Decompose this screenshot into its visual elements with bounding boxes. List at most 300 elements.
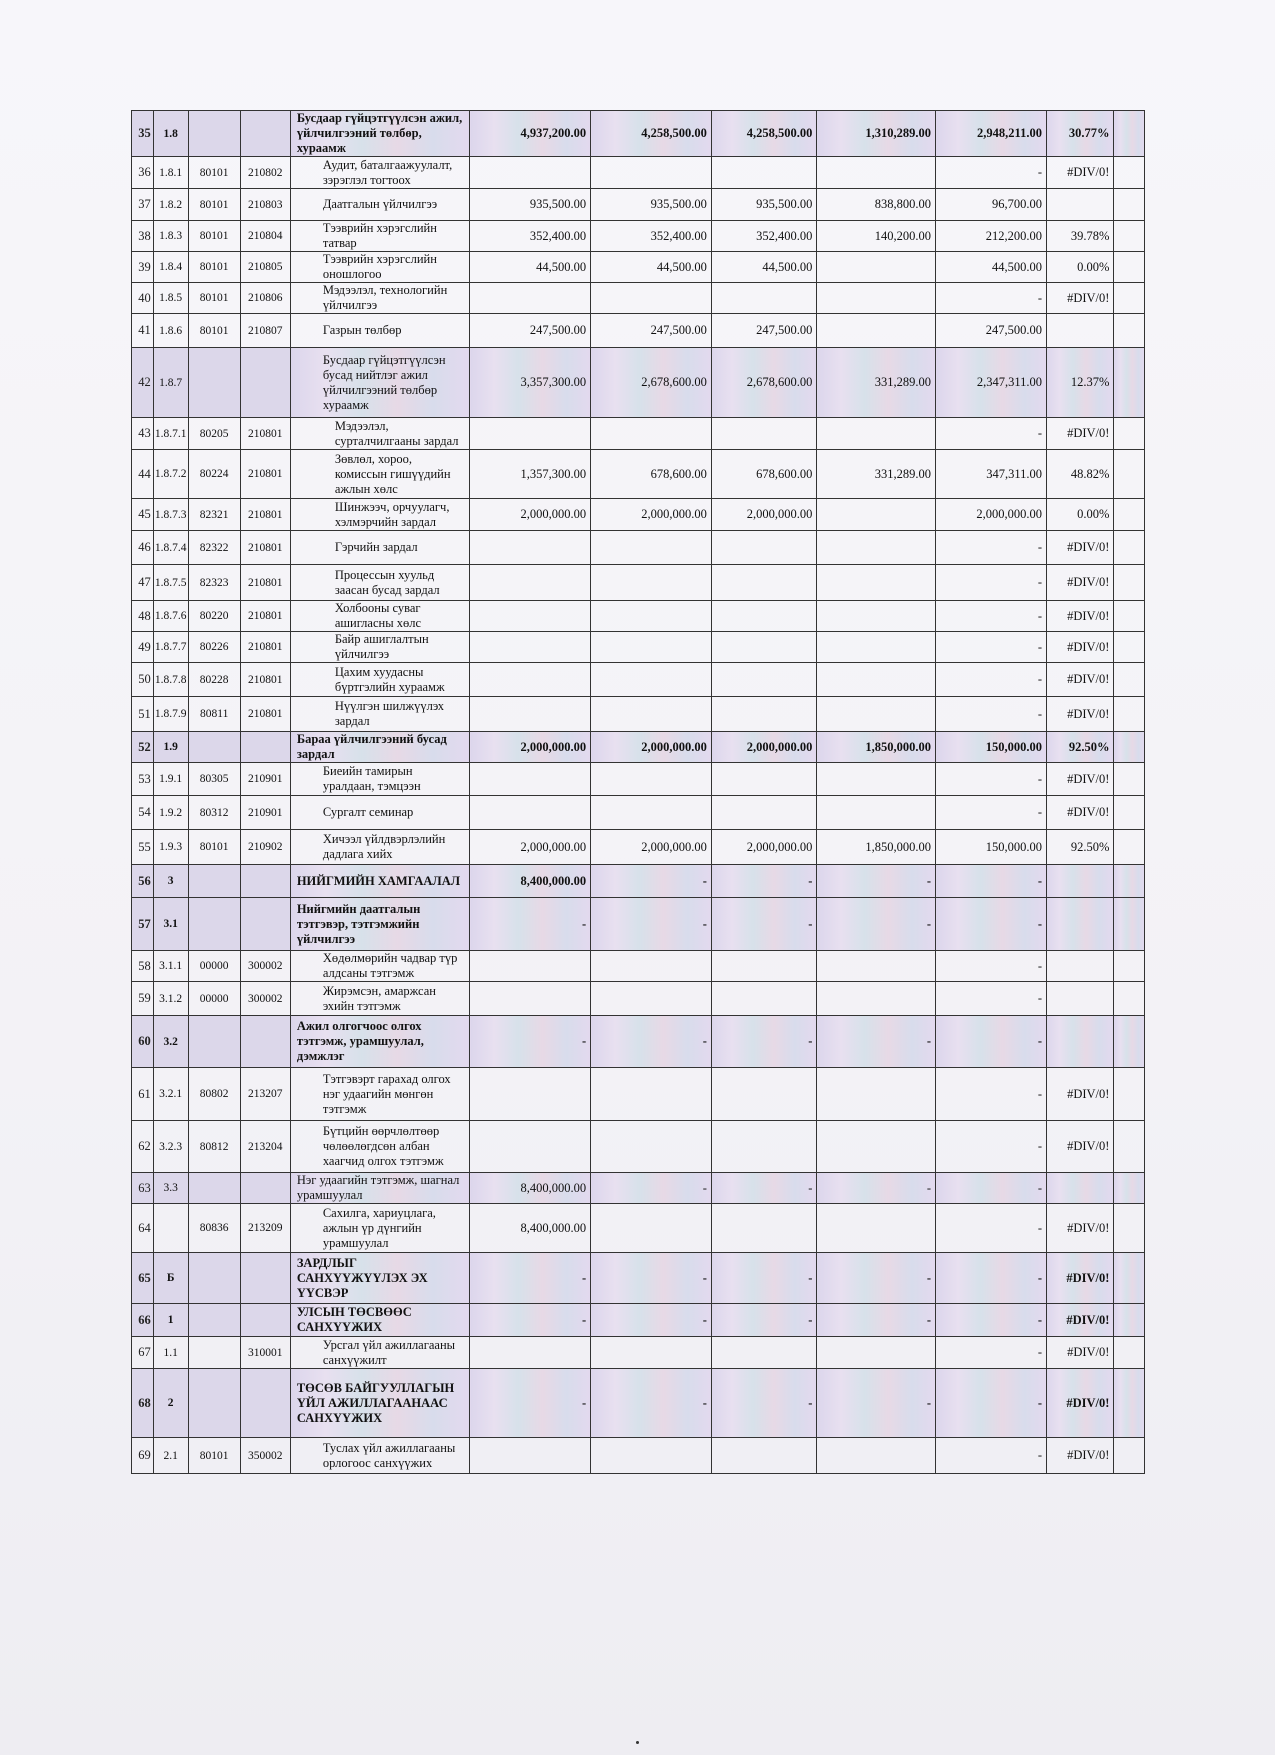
blank-cell [1114, 865, 1145, 898]
actual-performance: 331,289.00 [817, 450, 936, 499]
row-number: 50 [132, 663, 154, 697]
row-code: 3.1 [153, 898, 188, 951]
actual-performance [817, 1438, 936, 1474]
table-row [132, 632, 1145, 663]
execution-percent [1046, 314, 1113, 348]
blank-cell [1114, 1068, 1145, 1121]
blank-cell [1114, 951, 1145, 982]
difference: 347,311.00 [936, 450, 1047, 499]
economic-code [188, 111, 240, 157]
item-name: Газрын төлбөр [290, 314, 470, 348]
table-row [132, 1068, 1145, 1121]
period-plan [711, 565, 817, 601]
period-plan: - [711, 1253, 817, 1304]
budget-table-wrapper [131, 110, 1145, 1474]
approved-budget: 3,357,300.00 [470, 348, 591, 418]
approved-budget: 935,500.00 [470, 189, 591, 221]
item-name: Урсгал үйл ажиллагааны санхүүжилт [290, 1337, 470, 1369]
table-row [132, 221, 1145, 252]
row-code: 1.8.7.4 [153, 531, 188, 565]
execution-percent [1046, 1016, 1113, 1068]
approved-budget: - [470, 1253, 591, 1304]
row-code: 1 [153, 1304, 188, 1337]
economic-code: 80101 [188, 1438, 240, 1474]
actual-performance [817, 1068, 936, 1121]
adjusted-budget: - [591, 898, 712, 951]
difference: - [936, 418, 1047, 450]
table-row [132, 898, 1145, 951]
actual-performance: 140,200.00 [817, 221, 936, 252]
execution-percent: #DIV/0! [1046, 763, 1113, 796]
item-name: Зөвлөл, хороо, комиссын гишүүдийн ажлын хөлс [290, 450, 470, 499]
table-row [132, 601, 1145, 632]
account-code: 213207 [240, 1068, 290, 1121]
row-number: 39 [132, 252, 154, 283]
item-name: Аудит, баталгаажуулалт, зэрэглэл тогтоох [290, 157, 470, 189]
economic-code: 80312 [188, 796, 240, 830]
economic-code [188, 1369, 240, 1438]
actual-performance: 838,800.00 [817, 189, 936, 221]
account-code: 350002 [240, 1438, 290, 1474]
account-code [240, 865, 290, 898]
table-row [132, 314, 1145, 348]
account-code: 210805 [240, 252, 290, 283]
item-name: Хичээл үйлдвэрлэлийн дадлага хийх [290, 830, 470, 865]
approved-budget [470, 697, 591, 732]
difference: - [936, 1068, 1047, 1121]
actual-performance [817, 565, 936, 601]
actual-performance: - [817, 898, 936, 951]
row-number: 37 [132, 189, 154, 221]
row-number: 54 [132, 796, 154, 830]
difference: - [936, 157, 1047, 189]
adjusted-budget [591, 283, 712, 314]
row-code: 2 [153, 1369, 188, 1438]
row-number: 67 [132, 1337, 154, 1369]
period-plan [711, 697, 817, 732]
period-plan [711, 601, 817, 632]
table-row [132, 1204, 1145, 1253]
row-code: 1.8.7.2 [153, 450, 188, 499]
adjusted-budget [591, 418, 712, 450]
economic-code [188, 1173, 240, 1204]
adjusted-budget [591, 763, 712, 796]
approved-budget [470, 601, 591, 632]
blank-cell [1114, 732, 1145, 763]
execution-percent: 39.78% [1046, 221, 1113, 252]
period-plan [711, 951, 817, 982]
execution-percent: 92.50% [1046, 732, 1113, 763]
period-plan: 678,600.00 [711, 450, 817, 499]
execution-percent: #DIV/0! [1046, 418, 1113, 450]
adjusted-budget [591, 796, 712, 830]
item-name: Нийгмийн даатгалын тэтгэвэр, тэтгэмжийн үйлчилгээ [290, 898, 470, 951]
actual-performance [817, 252, 936, 283]
execution-percent: 92.50% [1046, 830, 1113, 865]
execution-percent: #DIV/0! [1046, 601, 1113, 632]
difference: 212,200.00 [936, 221, 1047, 252]
approved-budget: 8,400,000.00 [470, 865, 591, 898]
adjusted-budget [591, 697, 712, 732]
blank-cell [1114, 632, 1145, 663]
account-code: 210803 [240, 189, 290, 221]
execution-percent: #DIV/0! [1046, 1304, 1113, 1337]
approved-budget: - [470, 898, 591, 951]
row-number: 55 [132, 830, 154, 865]
period-plan [711, 418, 817, 450]
economic-code [188, 732, 240, 763]
blank-cell [1114, 1369, 1145, 1438]
economic-code: 82321 [188, 499, 240, 531]
item-name: Биеийн тамирын уралдаан, тэмцээн [290, 763, 470, 796]
adjusted-budget [591, 663, 712, 697]
execution-percent: #DIV/0! [1046, 1337, 1113, 1369]
approved-budget [470, 796, 591, 830]
row-number: 42 [132, 348, 154, 418]
period-plan: - [711, 1304, 817, 1337]
row-code: Б [153, 1253, 188, 1304]
approved-budget: - [470, 1369, 591, 1438]
row-code: 3.1.1 [153, 951, 188, 982]
economic-code: 82323 [188, 565, 240, 601]
blank-cell [1114, 531, 1145, 565]
economic-code [188, 898, 240, 951]
economic-code [188, 1304, 240, 1337]
account-code: 210807 [240, 314, 290, 348]
blank-cell [1114, 1173, 1145, 1204]
execution-percent: #DIV/0! [1046, 531, 1113, 565]
blank-cell [1114, 1016, 1145, 1068]
period-plan [711, 531, 817, 565]
actual-performance [817, 1121, 936, 1173]
blank-cell [1114, 1438, 1145, 1474]
row-number: 58 [132, 951, 154, 982]
row-code: 2.1 [153, 1438, 188, 1474]
adjusted-budget: - [591, 1304, 712, 1337]
row-number: 45 [132, 499, 154, 531]
table-row [132, 252, 1145, 283]
table-row [132, 111, 1145, 157]
approved-budget: - [470, 1016, 591, 1068]
economic-code: 80305 [188, 763, 240, 796]
row-number: 53 [132, 763, 154, 796]
row-code: 1.8.6 [153, 314, 188, 348]
blank-cell [1114, 763, 1145, 796]
account-code: 310001 [240, 1337, 290, 1369]
table-row [132, 697, 1145, 732]
difference: 96,700.00 [936, 189, 1047, 221]
table-row [132, 663, 1145, 697]
blank-cell [1114, 1304, 1145, 1337]
item-name: Нүүлгэн шилжүүлэх зардал [290, 697, 470, 732]
difference: - [936, 283, 1047, 314]
difference: - [936, 601, 1047, 632]
adjusted-budget: 2,000,000.00 [591, 830, 712, 865]
item-name: Ажил олгогчоос олгох тэтгэмж, урамшуулал, дэмжлэг [290, 1016, 470, 1068]
account-code: 210804 [240, 221, 290, 252]
item-name: Процессын хуульд заасан бусад зардал [290, 565, 470, 601]
actual-performance [817, 283, 936, 314]
economic-code [188, 1253, 240, 1304]
difference: 2,347,311.00 [936, 348, 1047, 418]
account-code [240, 348, 290, 418]
blank-cell [1114, 252, 1145, 283]
approved-budget [470, 283, 591, 314]
table-row [132, 418, 1145, 450]
account-code: 300002 [240, 951, 290, 982]
actual-performance [817, 982, 936, 1016]
blank-cell [1114, 830, 1145, 865]
economic-code: 80101 [188, 221, 240, 252]
period-plan: 44,500.00 [711, 252, 817, 283]
account-code: 210801 [240, 418, 290, 450]
approved-budget [470, 1337, 591, 1369]
execution-percent: #DIV/0! [1046, 632, 1113, 663]
table-row [132, 565, 1145, 601]
period-plan: 247,500.00 [711, 314, 817, 348]
table-row [132, 189, 1145, 221]
adjusted-budget: 4,258,500.00 [591, 111, 712, 157]
period-plan: 2,000,000.00 [711, 830, 817, 865]
blank-cell [1114, 601, 1145, 632]
table-row [132, 1369, 1145, 1438]
account-code: 210801 [240, 663, 290, 697]
row-number: 35 [132, 111, 154, 157]
period-plan [711, 632, 817, 663]
execution-percent: #DIV/0! [1046, 663, 1113, 697]
economic-code: 80228 [188, 663, 240, 697]
row-code: 1.8.7.8 [153, 663, 188, 697]
approved-budget [470, 1121, 591, 1173]
difference: - [936, 1337, 1047, 1369]
blank-cell [1114, 348, 1145, 418]
row-code: 1.8.7.3 [153, 499, 188, 531]
difference: - [936, 663, 1047, 697]
item-name: Тээврийн хэрэгслийн оношлогоо [290, 252, 470, 283]
difference: 2,000,000.00 [936, 499, 1047, 531]
economic-code: 80224 [188, 450, 240, 499]
blank-cell [1114, 314, 1145, 348]
table-row [132, 1438, 1145, 1474]
adjusted-budget [591, 1121, 712, 1173]
row-code: 3.3 [153, 1173, 188, 1204]
table-row [132, 1337, 1145, 1369]
row-number: 63 [132, 1173, 154, 1204]
actual-performance: - [817, 865, 936, 898]
actual-performance: - [817, 1253, 936, 1304]
table-row [132, 1121, 1145, 1173]
row-code: 1.9.2 [153, 796, 188, 830]
economic-code: 80220 [188, 601, 240, 632]
economic-code: 80205 [188, 418, 240, 450]
table-row [132, 1304, 1145, 1337]
approved-budget [470, 1068, 591, 1121]
approved-budget [470, 763, 591, 796]
table-row [132, 982, 1145, 1016]
row-code: 1.8.4 [153, 252, 188, 283]
actual-performance [817, 1204, 936, 1253]
table-row [132, 157, 1145, 189]
approved-budget [470, 531, 591, 565]
item-name: Бусдаар гүйцэтгүүлсэн ажил, үйлчилгээний төлбөр, хураамж [290, 111, 470, 157]
row-code: 1.1 [153, 1337, 188, 1369]
difference: 150,000.00 [936, 732, 1047, 763]
account-code: 210801 [240, 632, 290, 663]
row-number: 36 [132, 157, 154, 189]
execution-percent: #DIV/0! [1046, 796, 1113, 830]
account-code: 210901 [240, 796, 290, 830]
row-code: 1.8.1 [153, 157, 188, 189]
table-row [132, 865, 1145, 898]
row-code: 3.2 [153, 1016, 188, 1068]
execution-percent: #DIV/0! [1046, 1121, 1113, 1173]
difference: - [936, 531, 1047, 565]
actual-performance [817, 763, 936, 796]
adjusted-budget: 352,400.00 [591, 221, 712, 252]
item-name: Сахилга, хариуцлага, ажлын үр дүнгийн урамшуулал [290, 1204, 470, 1253]
table-row [132, 283, 1145, 314]
economic-code: 82322 [188, 531, 240, 565]
row-code: 1.9.3 [153, 830, 188, 865]
approved-budget: 8,400,000.00 [470, 1204, 591, 1253]
period-plan [711, 1068, 817, 1121]
difference: - [936, 1204, 1047, 1253]
approved-budget: 2,000,000.00 [470, 499, 591, 531]
account-code [240, 1369, 290, 1438]
item-name: Гэрчийн зардал [290, 531, 470, 565]
table-row [132, 499, 1145, 531]
actual-performance [817, 601, 936, 632]
row-number: 65 [132, 1253, 154, 1304]
actual-performance: 1,310,289.00 [817, 111, 936, 157]
adjusted-budget: 678,600.00 [591, 450, 712, 499]
adjusted-budget: - [591, 865, 712, 898]
adjusted-budget: 2,000,000.00 [591, 732, 712, 763]
account-code: 213204 [240, 1121, 290, 1173]
execution-percent: 0.00% [1046, 499, 1113, 531]
difference: - [936, 1016, 1047, 1068]
row-code: 3.2.3 [153, 1121, 188, 1173]
adjusted-budget: 2,000,000.00 [591, 499, 712, 531]
period-plan: - [711, 865, 817, 898]
item-name: УЛСЫН ТӨСВӨӨС САНХҮҮЖИХ [290, 1304, 470, 1337]
difference: - [936, 1121, 1047, 1173]
difference: - [936, 951, 1047, 982]
row-number: 49 [132, 632, 154, 663]
blank-cell [1114, 1204, 1145, 1253]
row-number: 40 [132, 283, 154, 314]
adjusted-budget [591, 1438, 712, 1474]
approved-budget [470, 951, 591, 982]
difference: 44,500.00 [936, 252, 1047, 283]
blank-cell [1114, 418, 1145, 450]
blank-cell [1114, 663, 1145, 697]
adjusted-budget [591, 951, 712, 982]
row-code: 1.8.5 [153, 283, 188, 314]
table-row [132, 732, 1145, 763]
economic-code: 80226 [188, 632, 240, 663]
execution-percent: 30.77% [1046, 111, 1113, 157]
row-code: 1.8.7 [153, 348, 188, 418]
difference: - [936, 697, 1047, 732]
approved-budget: 44,500.00 [470, 252, 591, 283]
difference: - [936, 763, 1047, 796]
actual-performance [817, 632, 936, 663]
row-code: 1.8.7.9 [153, 697, 188, 732]
account-code [240, 732, 290, 763]
row-number: 52 [132, 732, 154, 763]
account-code: 210801 [240, 531, 290, 565]
execution-percent [1046, 189, 1113, 221]
difference: - [936, 898, 1047, 951]
row-number: 38 [132, 221, 154, 252]
difference: 150,000.00 [936, 830, 1047, 865]
economic-code: 80101 [188, 252, 240, 283]
item-name: Бүтцийн өөрчлөлтөөр чөлөөлөгдсөн албан хаагчид олгох тэтгэмж [290, 1121, 470, 1173]
actual-performance [817, 531, 936, 565]
blank-cell [1114, 499, 1145, 531]
difference: - [936, 1438, 1047, 1474]
actual-performance [817, 796, 936, 830]
execution-percent: #DIV/0! [1046, 1438, 1113, 1474]
actual-performance [817, 663, 936, 697]
approved-budget [470, 632, 591, 663]
period-plan: - [711, 898, 817, 951]
table-row [132, 1173, 1145, 1204]
adjusted-budget [591, 1337, 712, 1369]
execution-percent [1046, 865, 1113, 898]
row-code: 1.8 [153, 111, 188, 157]
item-name: Сургалт семинар [290, 796, 470, 830]
execution-percent: #DIV/0! [1046, 1068, 1113, 1121]
item-name: Мэдээлэл, сурталчилгааны зардал [290, 418, 470, 450]
item-name: Хөдөлмөрийн чадвар түр алдсаны тэтгэмж [290, 951, 470, 982]
actual-performance [817, 157, 936, 189]
row-code: 1.8.7.1 [153, 418, 188, 450]
row-code: 1.9.1 [153, 763, 188, 796]
row-code: 1.8.7.5 [153, 565, 188, 601]
period-plan [711, 663, 817, 697]
period-plan [711, 763, 817, 796]
actual-performance: 1,850,000.00 [817, 830, 936, 865]
actual-performance [817, 418, 936, 450]
account-code [240, 1253, 290, 1304]
account-code: 210901 [240, 763, 290, 796]
row-number: 56 [132, 865, 154, 898]
period-plan: 2,678,600.00 [711, 348, 817, 418]
blank-cell [1114, 697, 1145, 732]
account-code: 210902 [240, 830, 290, 865]
blank-cell [1114, 283, 1145, 314]
economic-code: 00000 [188, 982, 240, 1016]
item-name: Холбооны суваг ашигласны хөлс [290, 601, 470, 632]
row-code [153, 1204, 188, 1253]
period-plan: 2,000,000.00 [711, 499, 817, 531]
adjusted-budget [591, 632, 712, 663]
row-code: 3.2.1 [153, 1068, 188, 1121]
period-plan [711, 1337, 817, 1369]
difference: - [936, 865, 1047, 898]
economic-code: 80802 [188, 1068, 240, 1121]
row-code: 3 [153, 865, 188, 898]
difference: - [936, 982, 1047, 1016]
period-plan: 4,258,500.00 [711, 111, 817, 157]
adjusted-budget: - [591, 1173, 712, 1204]
table-row [132, 763, 1145, 796]
difference: - [936, 796, 1047, 830]
adjusted-budget [591, 1204, 712, 1253]
approved-budget [470, 1438, 591, 1474]
